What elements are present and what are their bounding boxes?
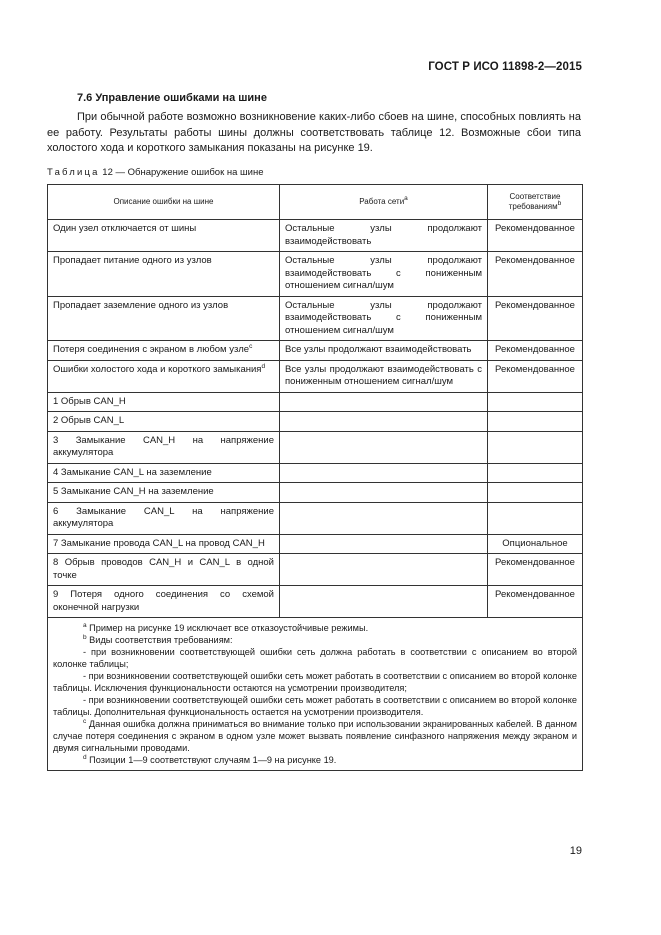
cell-compliance: Опциональное bbox=[488, 534, 583, 554]
table-row bbox=[48, 341, 583, 361]
cell-network: Все узлы продолжают взаимодействовать bbox=[280, 341, 488, 361]
table-row bbox=[48, 502, 583, 534]
header-compliance-sup: b bbox=[557, 200, 562, 207]
table-row bbox=[48, 296, 583, 341]
table-row bbox=[48, 220, 583, 252]
cell-compliance bbox=[488, 483, 583, 503]
cell-network bbox=[280, 502, 488, 534]
cell-network bbox=[280, 412, 488, 432]
note-d: $^d$ Позиции 1—9 соответствуют случаям 1—9 на рисунке 19. bbox=[83, 754, 337, 765]
note-b3: - при возникновении соответствующей ошибки сеть может работать в соответствии с описанием во второй колонке таблицы. Дополнительная функциональность остается на усмотрении производителя. bbox=[53, 695, 577, 717]
cell-compliance bbox=[488, 463, 583, 483]
note-b2: - при возникновении соответствующей ошибки сеть может работать в соответствии с описанием во второй колонке таблицы. Исключения функциональности остаются на усмотрении производителя; bbox=[53, 671, 577, 693]
cell-network: Все узлы продолжают взаимодействовать с пониженным отношением сигнал/шум bbox=[280, 360, 488, 392]
header-compliance: Соответствие требованиям$^b$ bbox=[488, 185, 583, 220]
cell-compliance bbox=[488, 502, 583, 534]
table-row bbox=[48, 463, 583, 483]
table-row bbox=[48, 431, 583, 463]
cell-description: 1 Обрыв CAN_H bbox=[48, 392, 280, 412]
cell-compliance: Рекомендованное bbox=[488, 341, 583, 361]
table-caption-text: 12 — Обнаружение ошибок на шине bbox=[99, 167, 264, 178]
cell-network bbox=[280, 392, 488, 412]
cell-compliance: Рекомендованное bbox=[488, 586, 583, 618]
table-row bbox=[48, 554, 583, 586]
cell-network bbox=[280, 463, 488, 483]
error-detection-table bbox=[47, 184, 583, 771]
table-caption bbox=[47, 167, 264, 178]
cell-description: 9 Потеря одного соединения со схемой оконечной нагрузки bbox=[48, 586, 280, 618]
table-row bbox=[48, 534, 583, 554]
section-title: 7.6 Управление ошибками на шине bbox=[77, 92, 267, 104]
table-row bbox=[48, 392, 583, 412]
cell-network: Остальные узлы продолжают взаимодействовать с пониженным отношением сигнал/шум bbox=[280, 296, 488, 341]
cell-description: Пропадает заземление одного из узлов bbox=[48, 296, 280, 341]
table-row bbox=[48, 412, 583, 432]
cell-description: Ошибки холостого хода и короткого замыкания$^d$ bbox=[48, 360, 280, 392]
cell-network bbox=[280, 483, 488, 503]
cell-description: 2 Обрыв CAN_L bbox=[48, 412, 280, 432]
header-description: Описание ошибки на шине bbox=[48, 185, 280, 220]
cell-network bbox=[280, 534, 488, 554]
note-b1: - при возникновении соответствующей ошибки сеть должна работать в соответствии с описанием во второй колонке таблицы; bbox=[53, 647, 577, 669]
note-a: $^a$ Пример на рисунке 19 исключает все отказоустойчивые режимы. bbox=[83, 622, 369, 633]
table-header-row bbox=[48, 185, 583, 220]
cell-description: 3 Замыкание CAN_H на напряжение аккумулятора bbox=[48, 431, 280, 463]
cell-compliance: Рекомендованное bbox=[488, 220, 583, 252]
cell-description: 8 Обрыв проводов CAN_H и CAN_L в одной точке bbox=[48, 554, 280, 586]
cell-description: 6 Замыкание CAN_L на напряжение аккумулятора bbox=[48, 502, 280, 534]
cell-network: Остальные узлы продолжают взаимодействовать bbox=[280, 220, 488, 252]
cell-network: Остальные узлы продолжают взаимодействовать с пониженным отношением сигнал/шум bbox=[280, 252, 488, 297]
note-b: $^b$ Виды соответствия требованиям: bbox=[83, 634, 233, 645]
cell-description-sup: c bbox=[249, 343, 253, 350]
standard-code: ГОСТ Р ИСО 11898-2—2015 bbox=[428, 61, 582, 73]
section-intro: При обычной работе возможно возникновение каких-либо сбоев на шине, способных повлиять на ее работу. Результаты работы шины должны соответствовать таблице 12. Возможные сбои типа холостого хода и короткого замыкания показаны на рисунке 19. bbox=[47, 111, 581, 154]
table-caption-label: Таблица bbox=[47, 167, 100, 178]
cell-description: Один узел отключается от шины bbox=[48, 220, 280, 252]
cell-compliance: Рекомендованное bbox=[488, 296, 583, 341]
table-row bbox=[48, 483, 583, 503]
header-network: Работа сети$^a$ bbox=[280, 185, 488, 220]
cell-description: Пропадает питание одного из узлов bbox=[48, 252, 280, 297]
cell-compliance: Рекомендованное bbox=[488, 360, 583, 392]
table-row bbox=[48, 586, 583, 618]
table-row bbox=[48, 252, 583, 297]
cell-compliance bbox=[488, 431, 583, 463]
table-notes-row bbox=[48, 618, 583, 771]
cell-compliance: Рекомендованное bbox=[488, 554, 583, 586]
cell-compliance: Рекомендованное bbox=[488, 252, 583, 297]
cell-description: 5 Замыкание CAN_H на заземление bbox=[48, 483, 280, 503]
note-c: $^c$ Данная ошибка должна приниматься во внимание только при использовании экранированных кабелей. В данном случае потеря соединения с экраном в одном узле может вызвать появление синфазного напряжения между экраном и двумя сигнальными проводами. bbox=[53, 718, 577, 753]
cell-compliance bbox=[488, 392, 583, 412]
cell-description: Потеря соединения с экраном в любом узле$^c$ bbox=[48, 341, 280, 361]
cell-network bbox=[280, 554, 488, 586]
cell-description: 7 Замыкание провода CAN_L на провод CAN_H bbox=[48, 534, 280, 554]
cell-compliance bbox=[488, 412, 583, 432]
cell-description: 4 Замыкание CAN_L на заземление bbox=[48, 463, 280, 483]
header-network-sup: a bbox=[404, 195, 408, 202]
cell-network bbox=[280, 586, 488, 618]
page-number: 19 bbox=[569, 845, 582, 857]
table-row bbox=[48, 360, 583, 392]
cell-description-sup: d bbox=[261, 362, 266, 370]
table-notes bbox=[48, 618, 583, 771]
cell-network bbox=[280, 431, 488, 463]
